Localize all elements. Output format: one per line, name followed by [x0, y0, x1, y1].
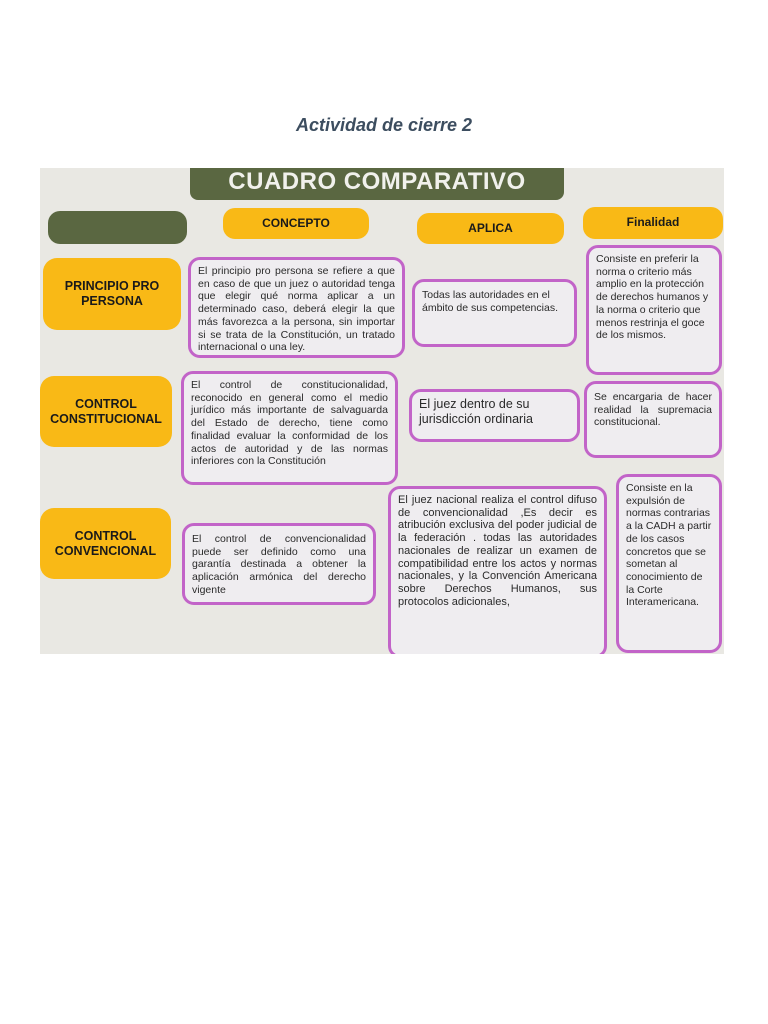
header-purpose: Finalidad [583, 207, 723, 239]
comparison-board [40, 168, 724, 654]
board-banner: CUADRO COMPARATIVO [190, 168, 564, 200]
cell-convencional-purpose: Consiste en la expulsión de normas contrarias a la CADH a partir de los casos concretos que se sometan al conocimiento de la Corte Interamericana. [616, 474, 722, 653]
cell-constitucional-purpose: Se encargaria de hacer realidad la supremacia constitucional. [584, 381, 722, 458]
cell-constitucional-applies: El juez dentro de su jurisdicción ordinaria [409, 389, 580, 442]
row-label-pro-persona: PRINCIPIO PRO PERSONA [43, 258, 181, 330]
header-applies: APLICA [417, 213, 564, 244]
row-label-control-convencional: CONTROL CONVENCIONAL [40, 508, 171, 579]
cell-constitucional-concept: El control de constitucionalidad, reconocido en general como el medio jurídico más importante de salvaguarda del Estado de derecho, tiene como finalidad evaluar la conformidad de los actos de autoridad y de las normas inferiores con la Constitución [181, 371, 398, 485]
cell-pro-persona-applies: Todas las autoridades en el ámbito de sus competencias. [412, 279, 577, 347]
page-title: Actividad de cierre 2 [295, 115, 473, 135]
header-concept: CONCEPTO [223, 208, 369, 239]
cell-convencional-concept: El control de convencionalidad puede ser definido como una garantía destinada a obtener la aplicación armónica del derecho vigente [182, 523, 376, 605]
header-empty-pill [48, 211, 187, 244]
row-label-control-constitucional: CONTROL CONSTITUCIONAL [40, 376, 172, 447]
cell-convencional-applies: El juez nacional realiza el control difuso de convencionalidad ,Es decir es atribución exclusiva del poder judicial de la federación . todas las autoridades nacionales de realizar un examen de compatibilidad entre los actos y normas nacionales, y la Convención Americana sobre Derechos Humanos, sus protocolos adicionales, [388, 486, 607, 654]
cell-pro-persona-concept: El principio pro persona se refiere a que en caso de que un juez o autoridad tenga que elegir qué norma aplicar a un determinado caso, deberá elegir la que más favorezca a la persona, sin importar si se trata de la Constitución, un tratado internacional o una ley. [188, 257, 405, 358]
cell-pro-persona-purpose: Consiste en preferir la norma o criterio más amplio en la protección de derechos humanos y la norma o criterio que menos restrinja el goce de los mismos. [586, 245, 722, 375]
